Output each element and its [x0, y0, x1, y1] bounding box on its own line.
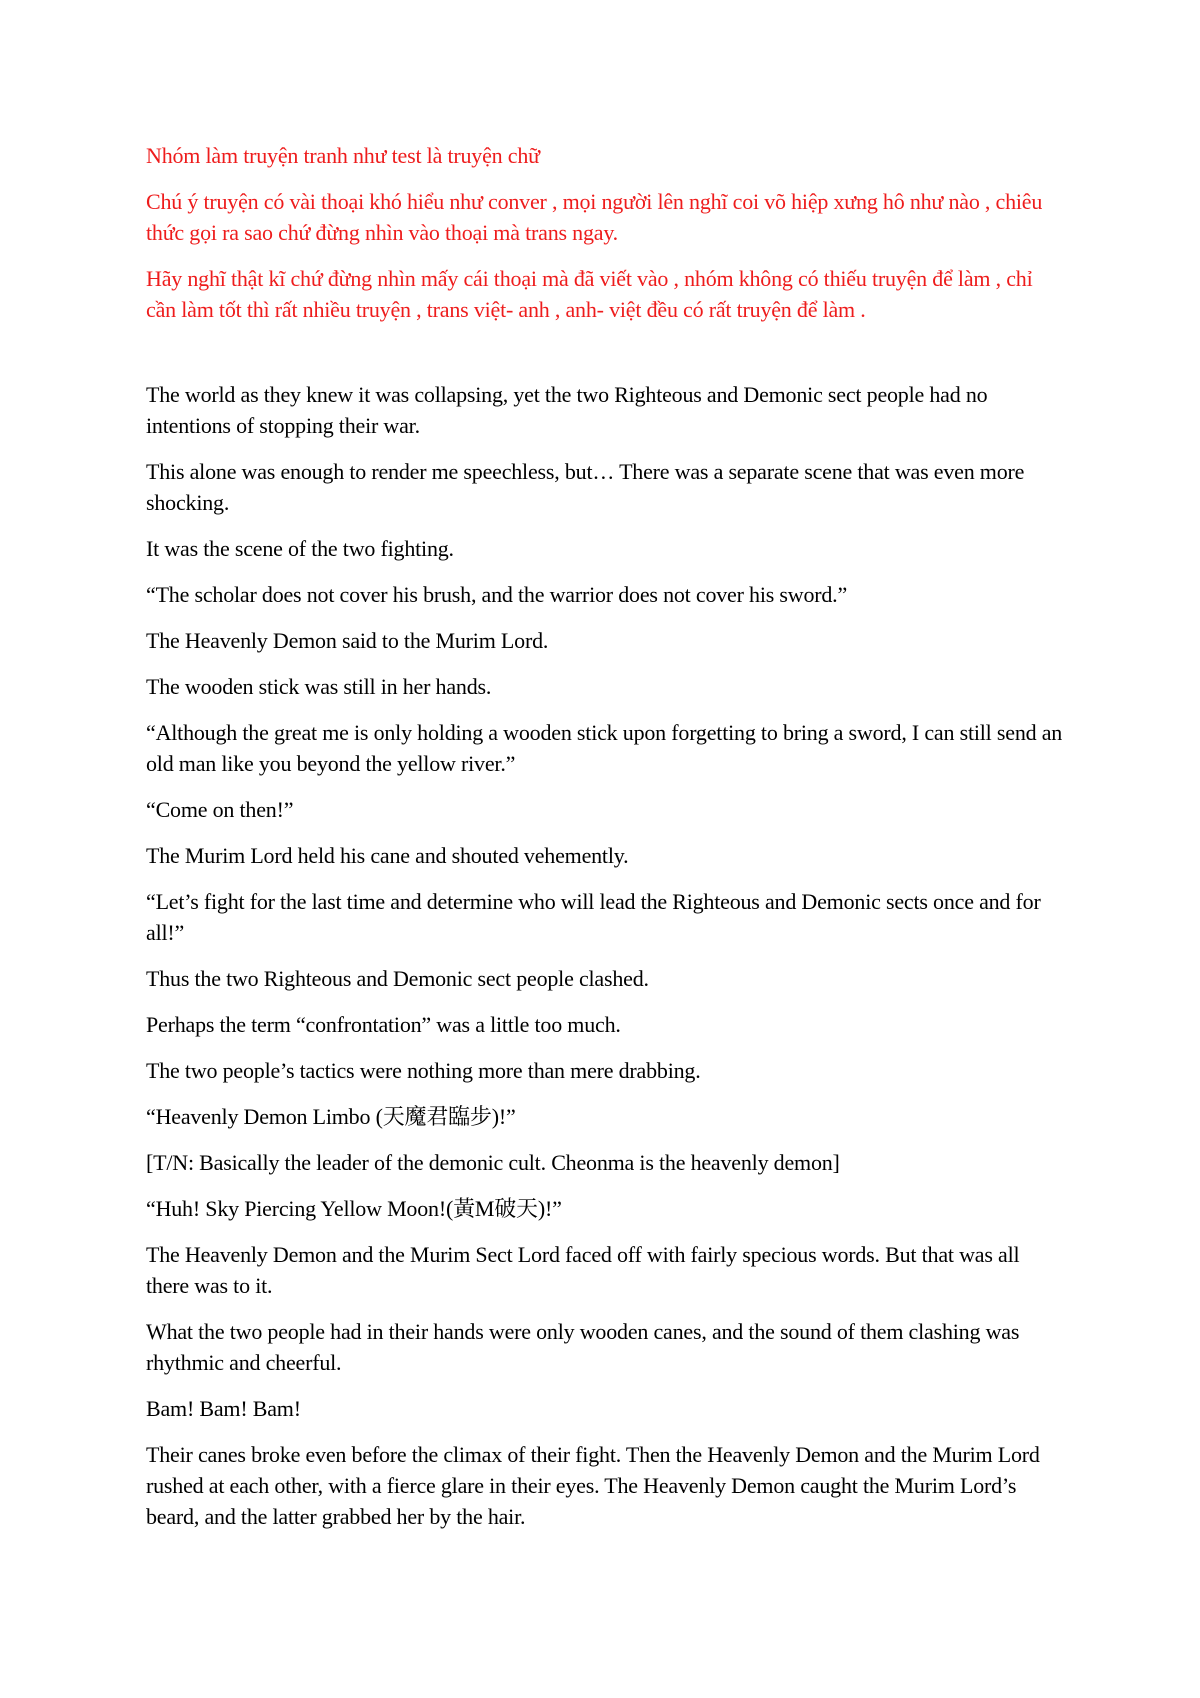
- note-paragraph: Nhóm làm truyện tranh như test là truyện chữ: [146, 143, 540, 168]
- story-paragraph: The Heavenly Demon and the Murim Sect Lord faced off with fairly specious words. But that was all there was to it.: [146, 1242, 1020, 1298]
- story-paragraph: “The scholar does not cover his brush, and the warrior does not cover his sword.”: [146, 582, 848, 607]
- story-paragraph: What the two people had in their hands were only wooden canes, and the sound of them clashing was rhythmic and cheerful.: [146, 1319, 1020, 1375]
- story-paragraph: Perhaps the term “confrontation” was a little too much.: [146, 1012, 621, 1037]
- story-paragraph: “Huh! Sky Piercing Yellow Moon!(黃M破天)!”: [146, 1196, 562, 1221]
- story-paragraph: “Come on then!”: [146, 797, 294, 822]
- story-paragraph: The wooden stick was still in her hands.: [146, 674, 492, 699]
- document-content: [146, 140, 1066, 1547]
- story-paragraph: It was the scene of the two fighting.: [146, 536, 454, 561]
- translator-notes: [146, 140, 1066, 325]
- note-paragraph: Hãy nghĩ thật kĩ chứ đừng nhìn mấy cái thoại mà đã viết vào , nhóm không có thiếu truyện để làm , chỉ cần làm tốt thì rất nhiều truyện , trans việt- anh , anh- việt đều có rất truyện để làm .: [146, 266, 1033, 322]
- story-paragraph: The Heavenly Demon said to the Murim Lord.: [146, 628, 549, 653]
- translator-note-paragraph: [T/N: Basically the leader of the demonic cult. Cheonma is the heavenly demon]: [146, 1150, 840, 1175]
- story-paragraph: Bam! Bam! Bam!: [146, 1396, 301, 1421]
- story-paragraph: “Heavenly Demon Limbo (天魔君臨步)!”: [146, 1104, 516, 1129]
- note-paragraph: Chú ý truyện có vài thoại khó hiểu như conver , mọi người lên nghĩ coi võ hiệp xưng hô như nào , chiêu thức gọi ra sao chứ đừng nhìn vào thoại mà trans ngay.: [146, 189, 1043, 245]
- story-paragraph: The Murim Lord held his cane and shouted vehemently.: [146, 843, 629, 868]
- story-text: [146, 379, 1066, 1532]
- story-paragraph: The two people’s tactics were nothing more than mere drabbing.: [146, 1058, 701, 1083]
- story-paragraph: This alone was enough to render me speechless, but… There was a separate scene that was even more shocking.: [146, 459, 1025, 515]
- story-paragraph: Thus the two Righteous and Demonic sect people clashed.: [146, 966, 649, 991]
- story-paragraph: “Let’s fight for the last time and determine who will lead the Righteous and Demonic sects once and for all!”: [146, 889, 1041, 945]
- story-paragraph: “Although the great me is only holding a wooden stick upon forgetting to bring a sword, I can still send an old man like you beyond the yellow river.”: [146, 720, 1063, 776]
- story-paragraph: The world as they knew it was collapsing, yet the two Righteous and Demonic sect people had no intentions of stopping their war.: [146, 382, 988, 438]
- story-paragraph: Their canes broke even before the climax of their fight. Then the Heavenly Demon and the Murim Lord rushed at each other, with a fierce glare in their eyes. The Heavenly Demon caught the Murim Lord’s beard, and the latter grabbed her by the hair.: [146, 1442, 1040, 1529]
